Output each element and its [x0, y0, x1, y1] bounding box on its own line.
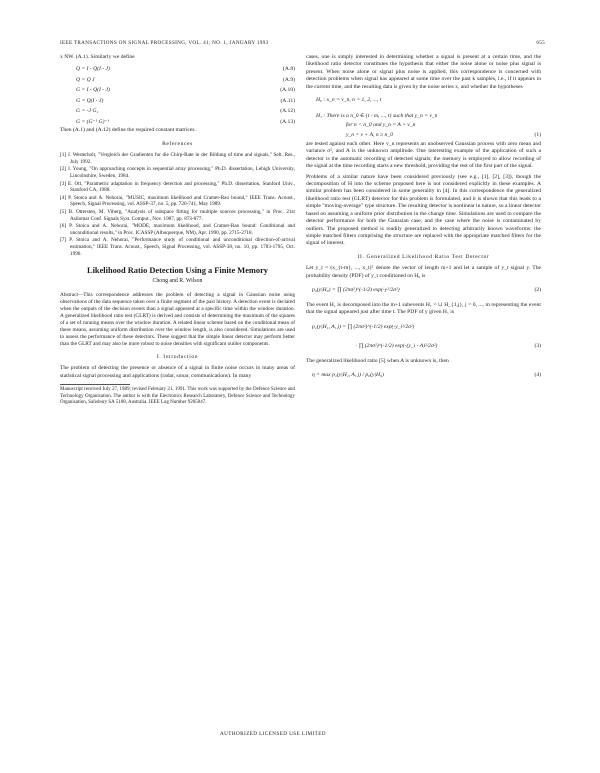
- intro-line: x NW. (A.1). Similarly we define: [60, 54, 135, 60]
- paragraph: The event H₁ is decomposed into the m+1 subevents H₁ = ∪ H_{1,j}, j = 0, ..., m representing the event that the signal appeared just after time t. The PDF of y given H₁ is: [306, 301, 541, 316]
- paragraph: cases, one is simply interested in determining whether a signal is present at a certain time, and the likelihood ratio detector constitutes the hypothesis that either the noise alone or noise plus signal is present. When noise alone or signal plus noise is applied, this correspondence is concerned with detection problems when signal has appeared at some time over the past k samples, i.e., if it appears in the current time, and the resulting data is given by the noise series x, and whether the hypotheses: [306, 54, 541, 90]
- equation-number: (A.9): [283, 76, 295, 83]
- manuscript-footnote: Manuscript received July 27, 1989; revised February 21, 1991. This work was supported by the Defence Science and Technology Organisation. The author is with the Electronics Research Laboratory, Defence Science and Technology Organisation, Salisbury SA 5108, Australia. IEEE Log Number 9205047.: [60, 387, 295, 405]
- reference-item: [4] P. Stoica and A. Nehorai, "MUSIC, maximum likelihood and Cramer-Rao bound," IEEE Trans. Acoust., Speech, Signal Processing, vol. ASSP-37, no. 5, pp. 720-741, May 1989.: [60, 194, 295, 208]
- references-heading: References: [162, 140, 193, 147]
- equation-text: G = Q(I - J): [76, 97, 104, 104]
- equation-text: G = I - Q(I - J): [76, 87, 110, 94]
- equation-number: (3): [534, 342, 541, 349]
- equation-number: (2): [534, 286, 541, 293]
- reference-item: [3] E. Ott, "Parametric adaptation in frequency detection and processing," Ph.D. dissertation, Stanford Univ., Stanford CA, 1988.: [60, 180, 295, 194]
- journal-name: IEEE TRANSACTIONS ON SIGNAL PROCESSING, VOL. 41, NO. 1, JANUARY 1993: [60, 40, 269, 46]
- equation-a11: [60, 96, 295, 107]
- equation-2: [306, 283, 541, 302]
- equation-text: p₀(y|H₀) = ∏ (2πσ²)^(-1/2) exp(-y²/2σ²): [312, 286, 400, 293]
- equation-text: p₁(y|H₁, A, j) = ∏ (2πσ²)^(-1/2) exp(-y_i²/2σ²): [312, 323, 415, 330]
- paragraph: are tested against each other. Here v_n represents an unobserved Gaussian process with zero mean and variance σ², and A is the unknown amplitude. One interesting example of the application of such a detector is the automatic recording of detected signals; the memory is employed to allow recording of the signal at the time recording starts a new threshold, providing the rest of the first part of the signal.: [306, 141, 541, 170]
- equation-text: H₁ : There is a n_0 ∈ {t - m, ..., t} such that y_n = v_n: [316, 113, 438, 120]
- reference-item: [6] P. Stoica and A. Nehorai, "MODE, maximum likelihood, and Cramer-Rao bound: Conditional and unconditional results," in Proc. ICASSP (Albuquerque, NM), Apr. 1990, pp. 2715-2718.: [60, 223, 295, 236]
- equation-text: for n < n_0 and y_n = A + v_n: [346, 122, 416, 129]
- abstract: Abstract—This correspondence addresses the problem of detecting a signal in Gaussian noise using observations of the data sequence taken over a finite segment of the past history. A detection event is declared when the outputs of the decision events than a signal appeared at a specific time within the window duration. A generalized likelihood ratio test (GLRT) is derived and consists of determining the maximum of the squares of a set of running means over the window duration. A related linear scheme based on the conditional mean of these means, assuming uniform distribution over the window length, is also considered. Simulations are used to assess the performance of these detectors. These suggest that the simple linear detector may perform better than the GLRT and may also be more robust to noise densities with significant outlier components.: [60, 291, 295, 347]
- equation-3b: [306, 339, 541, 358]
- equation-a9: [60, 75, 295, 86]
- equation-a10: [60, 85, 295, 96]
- equation-text: H₀ : x_n = v_n, n = 1, 2, ..., t: [316, 97, 382, 104]
- paragraph: Problems of a similar nature have been considered previously (see e.g., [1], [2], [3]), though the decomposition of H into the scheme proposed here is not considered explicitly in these examples. A similar problem has been considered in some generality in [4]. In this correspondence the generalized likelihood ratio test (GLRT) detector for this problem is formulated, and it is shown that this leads to a simple "moving-average" type structure. The resulting detector is nonlinear in nature, so a linear detector based on assuming a uniform prior distribution in the change time. Simulations are used to compare the detector performance for both the Gaussian case, and the case where the noise is contaminated by outliers. The proposed method is readily generalized to detecting arbitrarily known waveforms: the simple matched filters comprising the structure are replaced with the appropriate matched filters for the signal of interest.: [306, 173, 541, 247]
- equation-text: G = (G⁻¹ G)⁻¹: [76, 118, 110, 125]
- hypothesis-h1-cont: [306, 119, 541, 129]
- equation-number: (A.11): [280, 97, 295, 104]
- footnote-rule: [60, 384, 130, 385]
- equation-number: (A.13): [280, 118, 295, 125]
- equation-3a: [306, 320, 541, 339]
- reference-item: [1] J. Westerholt, "Vergleich der Gradienten fur die Chirp-Rate in der Bildung of time and signals," Selt. Res., July 1992.: [60, 152, 295, 165]
- reference-item: [5] B. Ottersten, M. Viberg, "Analysis of subspace fitting for multiple sources processing," in Proc. 21st Asilomar Conf. Signals Syst. Comput., Nov. 1987, pp. 873-877.: [60, 208, 295, 222]
- paragraph: The generalized likelihood ratio [5] when A is unknown is, then: [306, 357, 449, 364]
- equation-text: Q = I - Q(I - J): [76, 66, 110, 73]
- equation-number: (1): [534, 132, 541, 139]
- left-column: [60, 54, 295, 406]
- equation-number: (A.10): [280, 87, 295, 94]
- paper-title: Likelihood Ratio Detection Using a Finite Memory: [87, 266, 268, 276]
- section-2-heading: II. Generalized Likelihood Ratio Test Detector: [357, 253, 490, 260]
- equation-text: η = max p₁(y|H₁, A, j) / p₀(y|H₀): [312, 372, 384, 379]
- paragraph: Let y_t = (x_{t-m}, ..., x_t)ᵀ denote the vector of length m+1 and let a sample of y_t signal y. The probability density (PDF) of y_t conditioned on H₀ is: [306, 265, 541, 279]
- equation-number: (A.8): [283, 66, 295, 73]
- equation-1: [306, 129, 541, 141]
- section-1-paragraph: The problem of detecting the presence or absence of a signal in finite noise occurs in many areas of statistical signal processing and applications (radar, sonar, communications). In many: [60, 365, 295, 379]
- right-column: [306, 54, 541, 387]
- paper-authors: Chong and R. Wilson: [152, 277, 203, 284]
- hypothesis-h1: [306, 110, 541, 119]
- reference-item: [7] P. Stoica and A. Nehorai, "Performance study of conditional and unconditional direction-of-arrival estimation," IEEE Trans. Acoust., Speech, Signal Processing, vol. ASSP-38, no. 10, pp. 1783-1795, Oct. 1990.: [60, 237, 295, 257]
- appendix-conclusion: Then (A.1) and (A.12) define the required constant matrices.: [60, 127, 196, 134]
- equation-number: (A.12): [280, 108, 295, 115]
- equation-text: Q = Q J: [76, 76, 95, 83]
- equation-4: [306, 368, 541, 387]
- equation-a13: [60, 117, 295, 128]
- equation-a8: [60, 64, 295, 75]
- equation-text: · ∏ (2πσ²)^(-1/2) exp(-(y_i - A)²/2σ²): [356, 342, 438, 349]
- running-header: [60, 40, 545, 46]
- equation-number: (4): [534, 372, 541, 379]
- page-footer: AUTHORIZED LICENSED USE LIMITED: [220, 731, 326, 737]
- page-number: 655: [536, 40, 545, 46]
- equation-text: G = -J G₁: [76, 108, 99, 115]
- equation-text: y_n = v + A, n ≥ n_0: [346, 132, 393, 139]
- hypothesis-h0: [306, 94, 541, 110]
- equation-a12: [60, 106, 295, 117]
- section-1-heading: I. Introduction: [156, 353, 199, 360]
- reference-item: [2] J. Young, "On approaching concepts in sequential array processing," Ph.D. dissertation, Lehigh University, Lincolnshire, Sweden, 1984.: [60, 166, 295, 179]
